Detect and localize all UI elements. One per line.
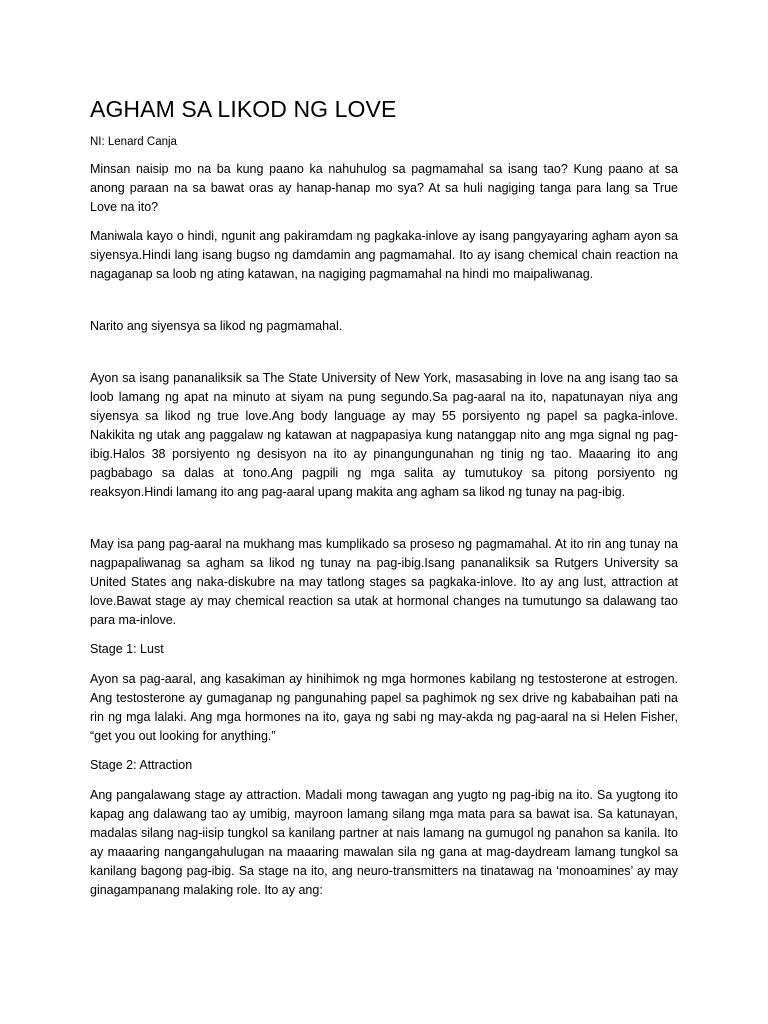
stage-2-heading: Stage 2: Attraction: [90, 758, 193, 772]
stage-1-paragraph: Ayon sa pag-aaral, ang kasakiman ay hinihimok ng mga hormones kabilang ng testosterone at estrogen. Ang testosterone ay gumaganap ng pangunahing papel sa paghimok ng sex drive ng kababaihan pati na rin ng mga lalaki. Ang mga hormones na ito, gaya ng sabi ng may-akda ng pag-aaral na si Helen Fisher, “get you out looking for anything.”: [90, 672, 678, 743]
study-two-paragraph: May isa pang pag-aaral na mukhang mas kumplikado sa proseso ng pagmamahal. At ito rin ang tunay na nagpapaliwanag sa agham sa likod ng tunay na pag-ibig.Isang pananaliksik sa Rutgers University sa United States ang naka-diskubre na may tatlong stages sa pagkaka-inlove. Ito ay ang lust, attraction at love.Bawat stage ay may chemical reaction sa utak at hormonal changes na tumutungo sa dalawang tao para ma-inlove.: [90, 537, 678, 627]
stage-1-heading: Stage 1: Lust: [90, 642, 164, 656]
intro-paragraph: Minsan naisip mo na ba kung paano ka nahuhulog sa pagmamahal sa isang tao? Kung paano at sa anong paraan na sa bawat oras ay hanap-hanap mo sya? At sa huli nagiging tanga para lang sa True Love na ito?: [90, 162, 678, 214]
author-line: NI: Lenard Canja: [90, 136, 177, 148]
document-title: AGHAM SA LIKOD NG LOVE: [90, 96, 397, 122]
science-paragraph: Maniwala kayo o hindi, ngunit ang pakiramdam ng pagkaka-inlove ay isang pangyayaring agham ayon sa siyensya.Hindi lang isang bugso ng damdamin ang pagmamahal. Ito ay isang chemical chain reaction na nagaganap sa loob ng ating katawan, na nagiging pagmamahal na hindi mo maipaliwanag.: [90, 229, 678, 281]
study-one-paragraph: Ayon sa isang pananaliksik sa The State University of New York, masasabing in love na ang isang tao sa loob lamang ng apat na minuto at siyam na pung segundo.Sa pag-aaral na ito, napatunayan niya ang siyensya sa likod ng true love.Ang body language ay may 55 porsiyento ng papel sa pagka-inlove. Nakikita ng utak ang paggalaw ng katawan at nagpapasiya kung natanggap nito ang mga signal ng pag-ibig.Halos 38 porsiyento ng desisyon na ito ay pinangungunahan ng tinig ng tao. Maaaring ito ang pagbabago sa dalas at tono.Ang pagpili ng mga salita ay tumutukoy sa pitong porsiyento ng reaksyon.Hindi lamang ito ang pag-aaral upang makita ang agham sa likod ng tunay na pag-ibig.: [90, 371, 678, 499]
stage-2-paragraph: Ang pangalawang stage ay attraction. Madali mong tawagan ang yugto ng pag-ibig na ito. Sa yugtong ito kapag ang dalawang tao ay umibig, mayroon lamang silang mga mata para sa bawat isa. Sa katunayan, madalas silang nag-iisip tungkol sa kanilang partner at nais lamang na gumugol ng panahon sa kanila. Ito ay maaaring nangangahulugan na maaaring mawalan sila ng gana at mag-daydream lamang tungkol sa kanilang bagong pag-ibig. Sa stage na ito, ang neuro-transmitters na tinatawag na ‘monoamines’ ay may ginagampanang malaking role. Ito ay ang:: [90, 788, 678, 897]
section-intro-line: Narito ang siyensya sa likod ng pagmamahal.: [90, 319, 343, 333]
